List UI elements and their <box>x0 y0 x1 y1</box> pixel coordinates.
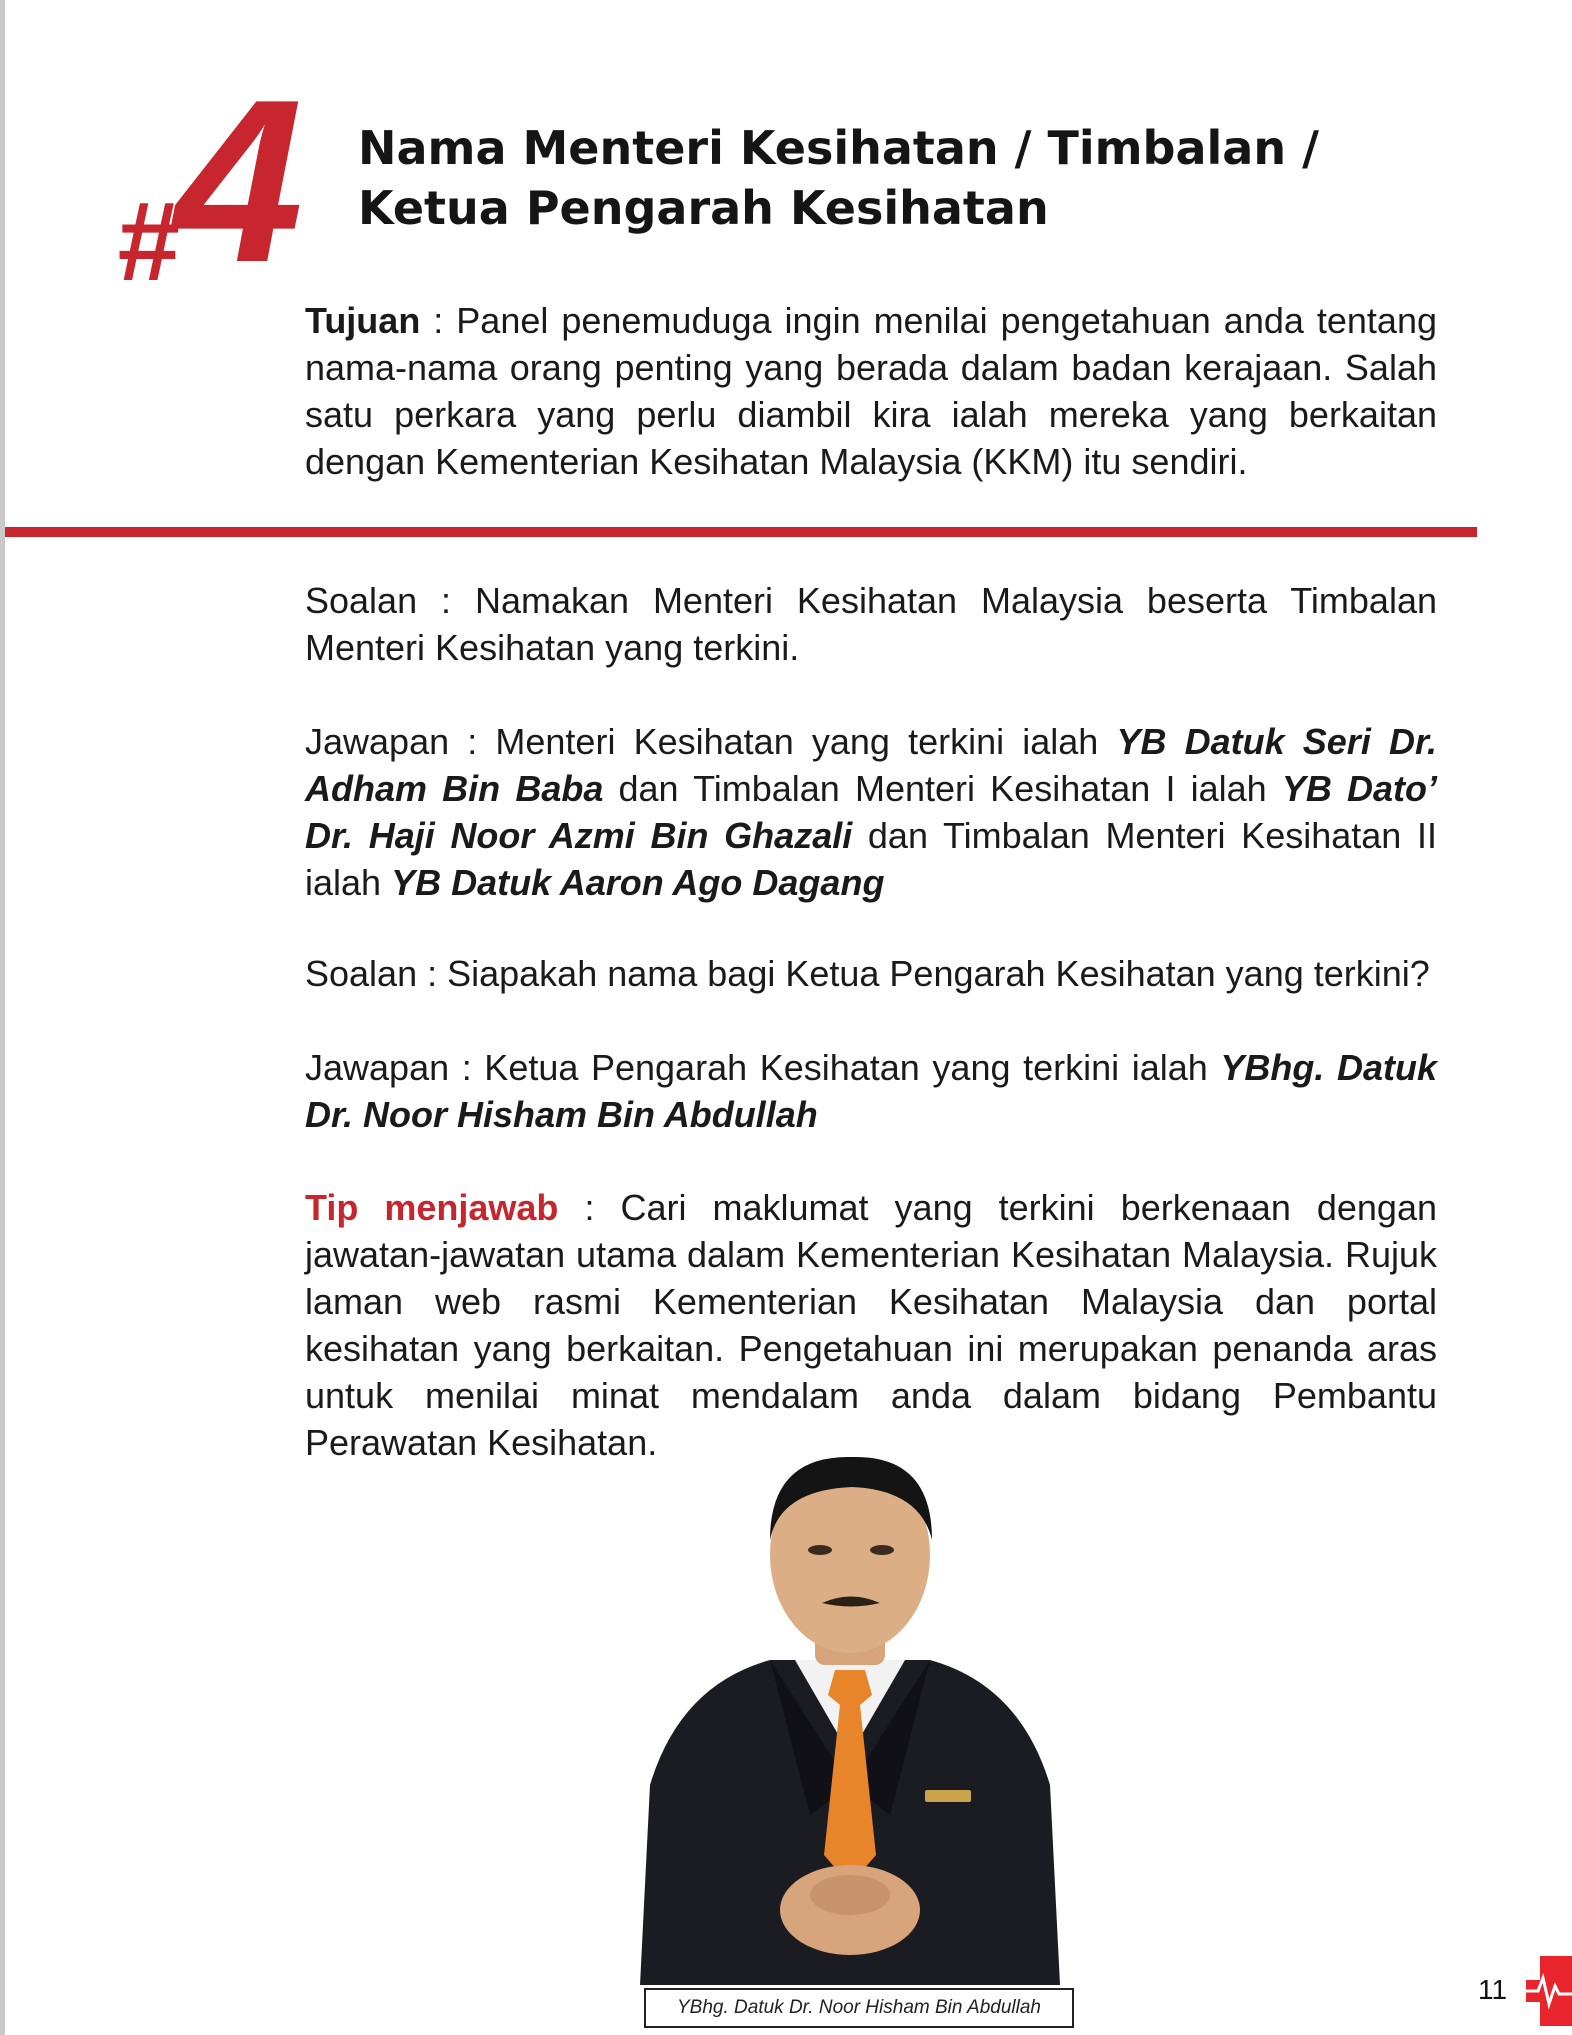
answer-1-text-c: dan Timbalan Menteri Kesihatan II ialah <box>305 815 1438 903</box>
purpose-separator: : <box>420 300 457 341</box>
section-divider <box>5 527 1477 537</box>
answer-1 <box>305 718 1437 906</box>
section-title <box>358 118 1408 238</box>
tip-separator: : <box>558 1187 621 1228</box>
question-1: Soalan : Namakan Menteri Kesihatan Malaysia beserta Timbalan Menteri Kesihatan yang terkini. <box>305 580 1437 668</box>
answer-1-text-b: dan Timbalan Menteri Kesihatan I ialah <box>603 768 1282 809</box>
answer-1-minister: YB Datuk Seri Dr. Adham Bin Baba <box>305 721 1437 809</box>
portrait-photo <box>620 1455 1080 1985</box>
portrait-illustration <box>620 1455 1080 1985</box>
page-edge <box>0 0 5 2035</box>
purpose-text: Panel penemuduga ingin menilai pengetahuan anda tentang nama-nama orang penting yang berada dalam badan kerajaan. Salah satu perkara yang perlu diambil kira ialah mereka yang berkaitan dengan Kementerian Kesihatan Malaysia (KKM) itu sendiri. <box>305 300 1437 482</box>
answer-2 <box>305 1044 1437 1138</box>
section-number-digit: 4 <box>174 52 298 311</box>
tip-label: Tip menjawab <box>305 1187 559 1228</box>
section-number-hash: # <box>116 179 175 304</box>
answer-2-text: Jawapan : Ketua Pengarah Kesihatan yang terkini ialah <box>305 1047 1221 1088</box>
answer-2-director-general: YBhg. Datuk Dr. Noor Hisham Bin Abdullah <box>305 1047 1438 1135</box>
tip-text: Cari maklumat yang terkini berkenaan dengan jawatan-jawatan utama dalam Kementerian Kesihatan Malaysia. Rujuk laman web rasmi Kementerian Kesihatan Malaysia dan portal kesihatan yang berkaitan. Pengetahuan ini merupakan penanda aras untuk menilai minat mendalam anda dalam bidang Pembantu Perawatan Kesihatan. <box>305 1187 1437 1463</box>
purpose-paragraph <box>305 297 1437 485</box>
purpose-label: Tujuan <box>305 300 421 341</box>
answer-1-text-a: Jawapan : Menteri Kesihatan yang terkini ialah <box>305 721 1117 762</box>
section-title-line-2: Ketua Pengarah Kesihatan <box>358 181 1049 235</box>
question-2: Soalan : Siapakah nama bagi Ketua Pengarah Kesihatan yang terkini? <box>305 953 1430 994</box>
tip-paragraph <box>305 1184 1437 1466</box>
section-number <box>116 52 298 311</box>
photo-caption: YBhg. Datuk Dr. Noor Hisham Bin Abdullah <box>644 1988 1074 2028</box>
answer-1-deputy-2: YB Datuk Aaron Ago Dagang <box>391 862 885 903</box>
page-number: 11 <box>1478 1974 1508 2005</box>
section-title-line-1: Nama Menteri Kesihatan / Timbalan / <box>358 121 1319 175</box>
answer-1-deputy-1: YB Dato’ Dr. Haji Noor Azmi Bin Ghazali <box>305 768 1437 856</box>
medical-cross-heartbeat-icon <box>1526 1956 1572 2026</box>
